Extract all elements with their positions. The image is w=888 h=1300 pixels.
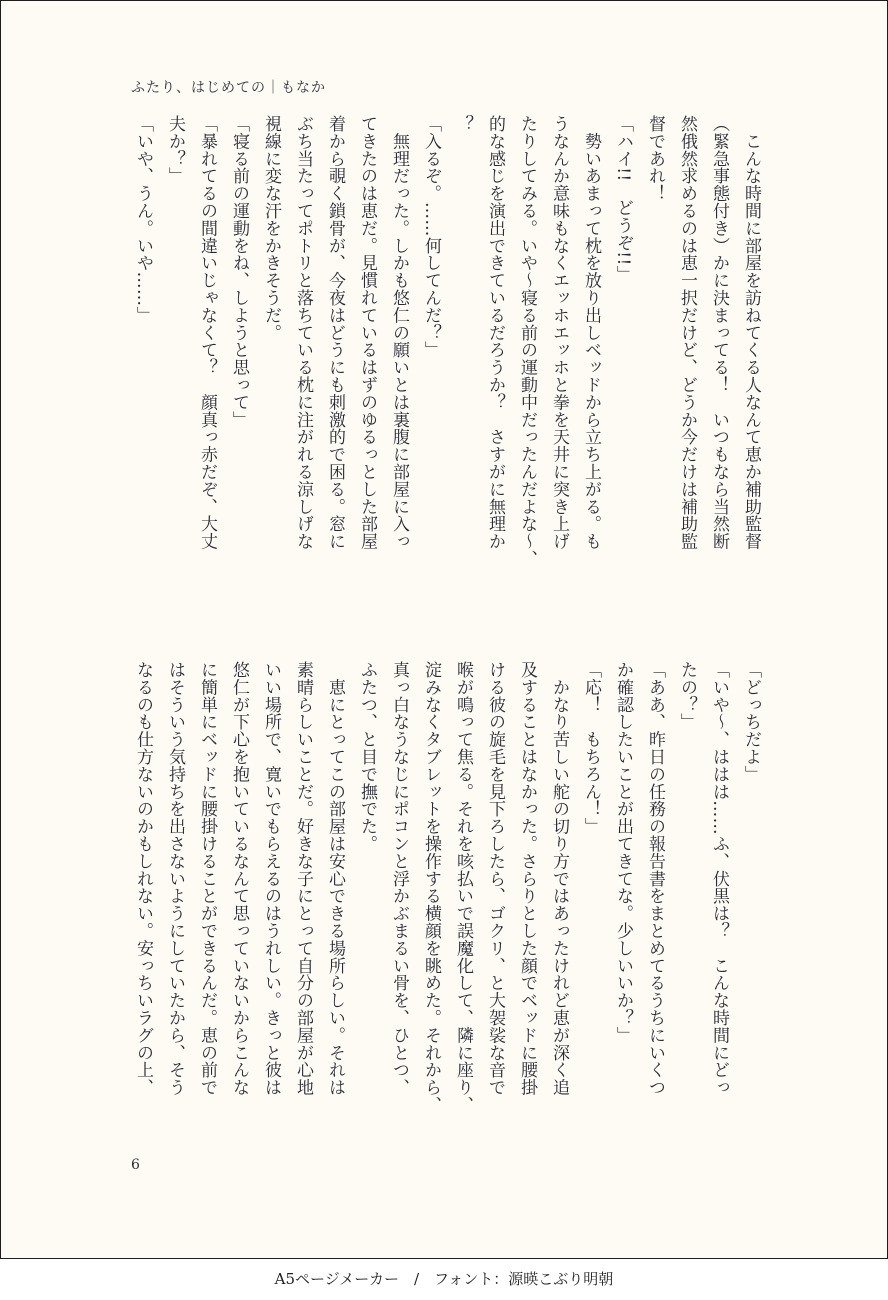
text-line: に簡単にベッドに腰掛けることができるんだ。恵の前で (197, 661, 217, 1096)
text-line: 夫か？」 (165, 115, 185, 185)
text-line: 「ハイ!! どうぞ!!」 (613, 115, 633, 284)
text-line: 的な感じを演出できているだろうか？ さすがに無理か (485, 115, 505, 550)
text-line: ふたつ、と目で撫でた。 (357, 661, 377, 853)
text-line: 悠仁が下心を抱いているなんて思っていないからこんな (229, 661, 249, 1096)
text-line: こんな時間に部屋を訪ねてくる人なんて恵か補助監督 (741, 115, 761, 550)
text-line: 視線に変な汗をかきそうだ。 (261, 115, 281, 342)
text-line: （緊急事態付き）かに決まってる！ いつもなら当然断 (709, 115, 729, 550)
text-line: 「いや、うん。いや……」 (133, 115, 153, 324)
text-line: てきたのは恵だ。見慣れているはずのゆるっとした部屋 (357, 115, 377, 550)
text-line: ぶち当たってポトリと落ちている枕に注がれる涼しげな (293, 115, 313, 550)
text-line: 「ああ、昨日の任務の報告書をまとめてるうちにいくつ (645, 661, 665, 1096)
text-line: 「いや〜、ははは……ふ、伏黒は？ こんな時間にどっ (709, 661, 729, 1096)
text-line: いい場所で、寛いでもらえるのはうれしい。きっと彼は (261, 661, 281, 1096)
text-line: うなんか意味もなくエッホエッホと拳を天井に突き上げ (549, 115, 569, 550)
text-line: たの？」 (677, 661, 697, 731)
text-line: 「寝る前の運動をね、しようと思って」 (229, 115, 249, 429)
text-line: ？ (453, 115, 473, 133)
text-line: 着から覗く鎖骨が、今夜はどうにも刺激的で困る。窓に (325, 115, 345, 550)
running-header: ふたり、はじめての｜もなか (131, 80, 326, 96)
text-line: 然俄然求めるのは恵一択だけど、どうか今だけは補助監 (677, 115, 697, 550)
text-line: 「暴れてるの間違いじゃなくて？ 顔真っ赤だぞ、大丈 (197, 115, 217, 550)
text-line: 淀みなくタブレットを操作する横顔を眺めた。それから、 (421, 661, 441, 1114)
text-line: 「どっちだよ」 (741, 661, 761, 783)
text-block-bottom (127, 661, 767, 1131)
text-line: はそういう気持ちを出さないようにしていたから、そう (165, 661, 185, 1096)
text-line: 素晴らしいことだ。好きな子にとって自分の部屋が心地 (293, 661, 313, 1096)
footer-credit: A5ページメーカー / フォント：源暎こぶり明朝 (274, 1270, 614, 1288)
text-line: たりしてみる。いや〜寝る前の運動中だったんだよな〜、 (517, 115, 537, 568)
text-block-top (127, 115, 767, 635)
text-line: 督であれ！ (645, 115, 665, 202)
text-line: 「入るぞ。……何してんだ？」 (421, 115, 441, 359)
text-line: 無理だった。しかも悠仁の願いとは裏腹に部屋に入っ (389, 115, 409, 550)
page-number: 6 (131, 1157, 140, 1173)
text-line: 及することはなかった。さらりとした顔でベッドに腰掛 (517, 661, 537, 1096)
text-line: 真っ白なうなじにポコンと浮かぶまるい骨を、ひとつ、 (389, 661, 409, 1096)
text-line: ける彼の旋毛を見下ろしたら、ゴクリ、と大袈裟な音で (485, 661, 505, 1096)
text-line: か確認したいことが出てきてな。少しいいか？」 (613, 661, 633, 1044)
text-line: 喉が鳴って焦る。それを咳払いで誤魔化して、隣に座り、 (453, 661, 473, 1114)
text-line: 恵にとってこの部屋は安心できる場所らしい。それは (325, 661, 345, 1096)
text-line: なるのも仕方ないのかもしれない。安っちいラグの上、 (133, 661, 153, 1096)
text-line: 「応！ もちろん！」 (581, 661, 601, 835)
text-line: かなり苦しい舵の切り方ではあったけれど恵が深く追 (549, 661, 569, 1096)
text-line: 勢いあまって枕を放り出しベッドから立ち上がる。も (581, 115, 601, 550)
